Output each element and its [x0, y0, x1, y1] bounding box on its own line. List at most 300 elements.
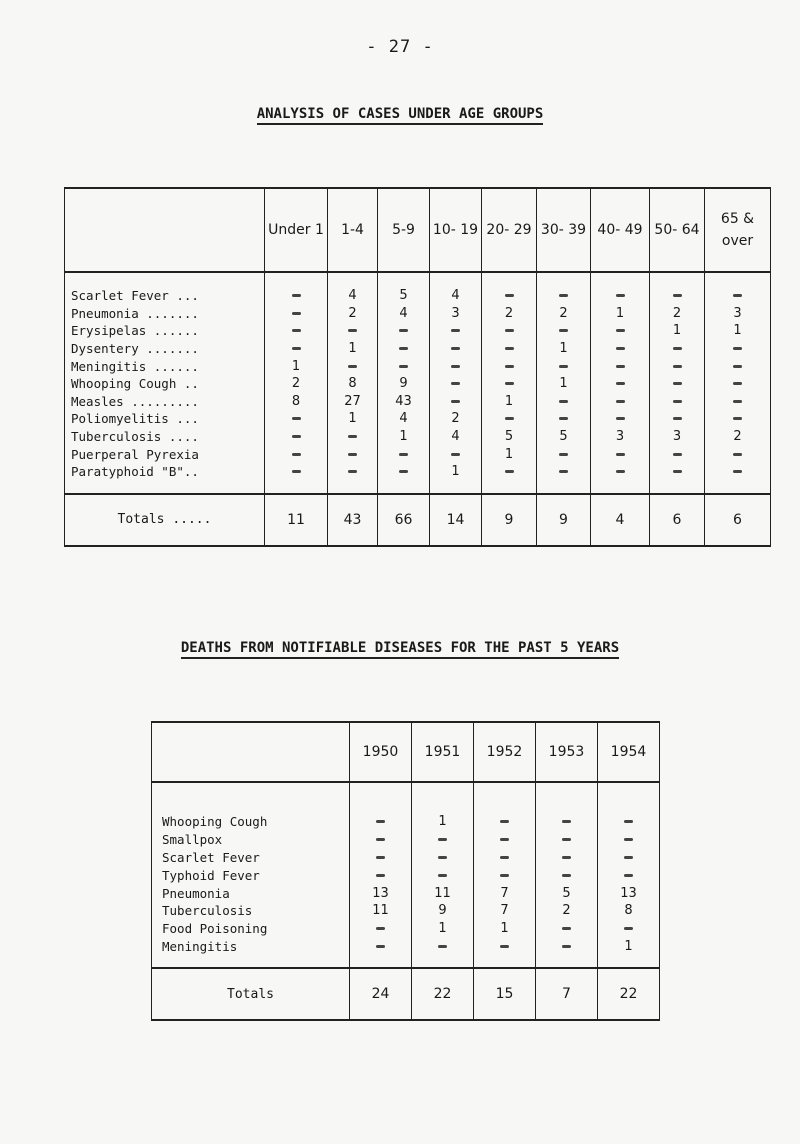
deaths-table-title: DEATHS FROM NOTIFIABLE DISEASES FOR THE PAST 5 YEARS	[0, 640, 800, 656]
table-cell	[482, 357, 537, 375]
totals-cell: 24	[350, 968, 412, 1020]
column-header: 65 & over	[705, 188, 771, 272]
table-cell	[378, 445, 430, 463]
nil-dash	[438, 945, 447, 948]
table-row	[152, 849, 660, 867]
table-cell	[598, 831, 660, 849]
table-cell	[536, 782, 598, 831]
table-cell	[537, 357, 591, 375]
nil-dash	[376, 820, 385, 823]
table-cell	[537, 322, 591, 340]
table-cell: 13	[598, 884, 660, 902]
table-cell	[591, 393, 650, 411]
nil-dash	[505, 347, 514, 350]
table-cell: 1	[482, 393, 537, 411]
nil-dash	[376, 945, 385, 948]
nil-dash	[616, 417, 625, 420]
nil-dash	[673, 347, 682, 350]
nil-dash	[500, 856, 509, 859]
table-cell: 4	[430, 272, 482, 305]
nil-dash	[399, 470, 408, 473]
nil-dash	[292, 470, 301, 473]
table-cell: 9	[378, 375, 430, 393]
table-cell: 8	[328, 375, 378, 393]
row-label: Whooping Cough ..	[65, 375, 265, 393]
row-label: Scarlet Fever ...	[65, 272, 265, 305]
nil-dash	[438, 856, 447, 859]
table-row	[65, 410, 771, 428]
age-table-header-row	[65, 188, 771, 272]
table-cell	[412, 938, 474, 969]
nil-dash	[348, 435, 357, 438]
table-cell: 3	[650, 428, 705, 446]
table-cell: 9	[412, 902, 474, 920]
nil-dash	[616, 470, 625, 473]
table-row	[65, 357, 771, 375]
row-label: Food Poisoning	[152, 920, 350, 938]
nil-dash	[562, 874, 571, 877]
table-cell	[650, 445, 705, 463]
table-cell: 3	[430, 305, 482, 323]
age-table-title: ANALYSIS OF CASES UNDER AGE GROUPS	[0, 106, 800, 122]
nil-dash	[376, 874, 385, 877]
nil-dash	[624, 927, 633, 930]
table-cell	[474, 849, 536, 867]
nil-dash	[438, 838, 447, 841]
table-cell	[328, 428, 378, 446]
table-cell: 8	[265, 393, 328, 411]
nil-dash	[376, 838, 385, 841]
column-header: 40- 49	[591, 188, 650, 272]
column-header: 1-4	[328, 188, 378, 272]
column-header: 30- 39	[537, 188, 591, 272]
table-cell	[536, 866, 598, 884]
nil-dash	[500, 820, 509, 823]
nil-dash	[673, 294, 682, 297]
column-header: 1954	[598, 722, 660, 782]
table-cell	[482, 322, 537, 340]
nil-dash	[451, 400, 460, 403]
table-cell: 1	[412, 782, 474, 831]
table-cell	[430, 375, 482, 393]
totals-label: Totals .....	[65, 494, 265, 546]
nil-dash	[348, 365, 357, 368]
table-cell	[598, 866, 660, 884]
table-cell	[474, 782, 536, 831]
nil-dash	[733, 382, 742, 385]
nil-dash	[292, 417, 301, 420]
table-cell	[265, 340, 328, 358]
table-cell	[598, 920, 660, 938]
table-cell: 2	[328, 305, 378, 323]
table-cell	[265, 272, 328, 305]
table-cell: 1	[705, 322, 771, 340]
totals-cell: 43	[328, 494, 378, 546]
nil-dash	[505, 470, 514, 473]
table-row	[152, 938, 660, 969]
table-cell: 1	[430, 463, 482, 494]
table-cell: 1	[328, 340, 378, 358]
row-label: Poliomyelitis ...	[65, 410, 265, 428]
nil-dash	[624, 838, 633, 841]
nil-dash	[348, 329, 357, 332]
table-cell	[536, 831, 598, 849]
totals-cell: 6	[705, 494, 771, 546]
nil-dash	[451, 329, 460, 332]
table-cell	[650, 340, 705, 358]
nil-dash	[500, 838, 509, 841]
nil-dash	[616, 453, 625, 456]
table-cell: 8	[598, 902, 660, 920]
column-header: 1950	[350, 722, 412, 782]
table-cell	[536, 938, 598, 969]
table-cell	[474, 831, 536, 849]
table-cell: 2	[482, 305, 537, 323]
table-cell	[412, 831, 474, 849]
table-cell: 7	[474, 884, 536, 902]
row-label: Puerperal Pyrexia	[65, 445, 265, 463]
table-row	[152, 884, 660, 902]
nil-dash	[292, 435, 301, 438]
table-cell	[412, 849, 474, 867]
table-cell	[265, 305, 328, 323]
table-cell	[482, 272, 537, 305]
table-cell: 4	[328, 272, 378, 305]
row-label: Pneumonia .......	[65, 305, 265, 323]
nil-dash	[673, 453, 682, 456]
column-header: 50- 64	[650, 188, 705, 272]
row-label: Meningitis	[152, 938, 350, 969]
table-cell: 4	[378, 305, 430, 323]
table-row	[65, 428, 771, 446]
nil-dash	[559, 294, 568, 297]
table-cell	[482, 375, 537, 393]
table-cell	[378, 357, 430, 375]
nil-dash	[673, 365, 682, 368]
table-cell: 43	[378, 393, 430, 411]
nil-dash	[562, 927, 571, 930]
age-table-totals-row	[65, 494, 771, 546]
table-cell	[591, 340, 650, 358]
table-cell	[591, 322, 650, 340]
table-cell	[650, 393, 705, 411]
column-header: 10- 19	[430, 188, 482, 272]
table-cell: 1	[591, 305, 650, 323]
table-row	[65, 305, 771, 323]
table-cell: 1	[474, 920, 536, 938]
table-cell	[591, 410, 650, 428]
row-label: Dysentery .......	[65, 340, 265, 358]
totals-label: Totals	[152, 968, 350, 1020]
totals-cell: 22	[412, 968, 474, 1020]
nil-dash	[616, 400, 625, 403]
table-cell	[430, 340, 482, 358]
table-cell	[265, 463, 328, 494]
table-cell	[328, 322, 378, 340]
table-cell	[265, 445, 328, 463]
table-cell	[650, 463, 705, 494]
table-row	[65, 322, 771, 340]
table-cell: 3	[591, 428, 650, 446]
totals-cell: 4	[591, 494, 650, 546]
nil-dash	[348, 453, 357, 456]
table-cell	[591, 445, 650, 463]
table-cell	[430, 393, 482, 411]
totals-cell: 9	[537, 494, 591, 546]
table-cell	[537, 410, 591, 428]
column-header: 5-9	[378, 188, 430, 272]
row-label: Whooping Cough	[152, 782, 350, 831]
row-label: Paratyphoid "B"..	[65, 463, 265, 494]
table-cell	[705, 357, 771, 375]
nil-dash	[559, 470, 568, 473]
row-label: Scarlet Fever	[152, 849, 350, 867]
table-cell: 1	[537, 375, 591, 393]
table-cell: 3	[705, 305, 771, 323]
nil-dash	[451, 347, 460, 350]
nil-dash	[559, 329, 568, 332]
table-cell	[705, 340, 771, 358]
totals-cell: 22	[598, 968, 660, 1020]
table-cell	[482, 463, 537, 494]
nil-dash	[559, 400, 568, 403]
table-cell: 1	[650, 322, 705, 340]
deaths-table	[151, 721, 660, 1021]
table-cell	[265, 410, 328, 428]
table-cell	[430, 445, 482, 463]
table-cell	[537, 393, 591, 411]
nil-dash	[399, 347, 408, 350]
table-cell	[591, 375, 650, 393]
totals-cell: 66	[378, 494, 430, 546]
table-cell	[650, 410, 705, 428]
nil-dash	[292, 329, 301, 332]
table-cell	[265, 428, 328, 446]
row-label: Measles .........	[65, 393, 265, 411]
nil-dash	[505, 329, 514, 332]
table-cell: 2	[265, 375, 328, 393]
nil-dash	[500, 874, 509, 877]
table-cell	[591, 357, 650, 375]
nil-dash	[733, 347, 742, 350]
nil-dash	[292, 347, 301, 350]
table-cell: 2	[705, 428, 771, 446]
table-cell	[350, 831, 412, 849]
table-cell: 11	[350, 902, 412, 920]
age-groups-table	[64, 187, 771, 547]
table-cell	[537, 445, 591, 463]
nil-dash	[673, 470, 682, 473]
nil-dash	[673, 400, 682, 403]
table-cell	[350, 782, 412, 831]
table-row	[152, 902, 660, 920]
nil-dash	[624, 820, 633, 823]
table-cell	[536, 849, 598, 867]
table-cell: 1	[265, 357, 328, 375]
table-cell	[350, 849, 412, 867]
table-row	[65, 340, 771, 358]
table-row	[152, 831, 660, 849]
column-header: 1953	[536, 722, 598, 782]
table-cell	[705, 463, 771, 494]
nil-dash	[505, 382, 514, 385]
table-cell	[350, 920, 412, 938]
row-label: Tuberculosis ....	[65, 428, 265, 446]
table-cell: 2	[430, 410, 482, 428]
table-cell	[350, 866, 412, 884]
nil-dash	[733, 470, 742, 473]
table-cell: 1	[378, 428, 430, 446]
nil-dash	[559, 365, 568, 368]
table-cell	[430, 357, 482, 375]
nil-dash	[733, 417, 742, 420]
nil-dash	[451, 382, 460, 385]
column-header: 20- 29	[482, 188, 537, 272]
table-cell	[591, 463, 650, 494]
nil-dash	[505, 417, 514, 420]
nil-dash	[624, 874, 633, 877]
table-cell	[474, 866, 536, 884]
table-row	[65, 445, 771, 463]
deaths-table-header-row	[152, 722, 660, 782]
nil-dash	[399, 365, 408, 368]
row-label: Meningitis ......	[65, 357, 265, 375]
row-label: Tuberculosis	[152, 902, 350, 920]
table-cell	[536, 920, 598, 938]
nil-dash	[562, 856, 571, 859]
table-cell	[328, 463, 378, 494]
nil-dash	[348, 470, 357, 473]
nil-dash	[616, 294, 625, 297]
table-cell	[482, 410, 537, 428]
header-blank	[65, 188, 265, 272]
totals-cell: 6	[650, 494, 705, 546]
nil-dash	[616, 365, 625, 368]
nil-dash	[451, 453, 460, 456]
nil-dash	[559, 453, 568, 456]
table-cell: 1	[598, 938, 660, 969]
totals-cell: 7	[536, 968, 598, 1020]
table-cell: 27	[328, 393, 378, 411]
totals-cell: 9	[482, 494, 537, 546]
table-cell: 2	[537, 305, 591, 323]
table-cell: 1	[328, 410, 378, 428]
table-cell	[650, 357, 705, 375]
nil-dash	[292, 312, 301, 315]
nil-dash	[505, 365, 514, 368]
table-cell	[705, 445, 771, 463]
table-row	[152, 920, 660, 938]
table-cell	[537, 272, 591, 305]
table-cell	[378, 340, 430, 358]
nil-dash	[733, 294, 742, 297]
table-cell	[705, 375, 771, 393]
table-row	[65, 393, 771, 411]
table-cell	[378, 322, 430, 340]
table-cell: 7	[474, 902, 536, 920]
table-cell: 5	[537, 428, 591, 446]
table-cell	[328, 357, 378, 375]
table-cell	[412, 866, 474, 884]
nil-dash	[559, 417, 568, 420]
nil-dash	[451, 365, 460, 368]
nil-dash	[733, 400, 742, 403]
table-cell	[537, 463, 591, 494]
table-cell	[378, 463, 430, 494]
table-cell: 1	[482, 445, 537, 463]
nil-dash	[376, 856, 385, 859]
table-cell	[265, 322, 328, 340]
table-cell	[482, 340, 537, 358]
nil-dash	[376, 927, 385, 930]
nil-dash	[505, 294, 514, 297]
nil-dash	[616, 382, 625, 385]
table-cell: 4	[430, 428, 482, 446]
totals-cell: 14	[430, 494, 482, 546]
nil-dash	[292, 453, 301, 456]
nil-dash	[624, 856, 633, 859]
table-cell	[328, 445, 378, 463]
table-cell	[591, 272, 650, 305]
table-cell: 1	[412, 920, 474, 938]
table-cell	[430, 322, 482, 340]
column-header: Under 1	[265, 188, 328, 272]
table-cell	[598, 782, 660, 831]
row-label: Erysipelas ......	[65, 322, 265, 340]
nil-dash	[562, 820, 571, 823]
table-cell: 13	[350, 884, 412, 902]
table-cell	[474, 938, 536, 969]
nil-dash	[438, 874, 447, 877]
table-row	[65, 463, 771, 494]
table-cell: 2	[650, 305, 705, 323]
nil-dash	[616, 347, 625, 350]
table-cell: 5	[536, 884, 598, 902]
nil-dash	[399, 329, 408, 332]
table-cell: 5	[482, 428, 537, 446]
table-cell: 11	[412, 884, 474, 902]
header-blank	[152, 722, 350, 782]
column-header: 1952	[474, 722, 536, 782]
nil-dash	[673, 382, 682, 385]
deaths-table-totals-row	[152, 968, 660, 1020]
table-row	[152, 782, 660, 831]
table-cell	[705, 393, 771, 411]
table-cell: 2	[536, 902, 598, 920]
row-label: Pneumonia	[152, 884, 350, 902]
column-header: 1951	[412, 722, 474, 782]
nil-dash	[500, 945, 509, 948]
table-cell: 4	[378, 410, 430, 428]
nil-dash	[399, 453, 408, 456]
table-cell	[705, 410, 771, 428]
table-cell	[705, 272, 771, 305]
totals-cell: 15	[474, 968, 536, 1020]
page-number: - 27 -	[366, 37, 434, 57]
nil-dash	[562, 838, 571, 841]
table-cell	[650, 375, 705, 393]
row-label: Smallpox	[152, 831, 350, 849]
table-cell	[350, 938, 412, 969]
nil-dash	[616, 329, 625, 332]
nil-dash	[292, 294, 301, 297]
table-cell	[650, 272, 705, 305]
table-cell: 1	[537, 340, 591, 358]
totals-cell: 11	[265, 494, 328, 546]
table-row	[65, 375, 771, 393]
nil-dash	[733, 453, 742, 456]
nil-dash	[673, 417, 682, 420]
